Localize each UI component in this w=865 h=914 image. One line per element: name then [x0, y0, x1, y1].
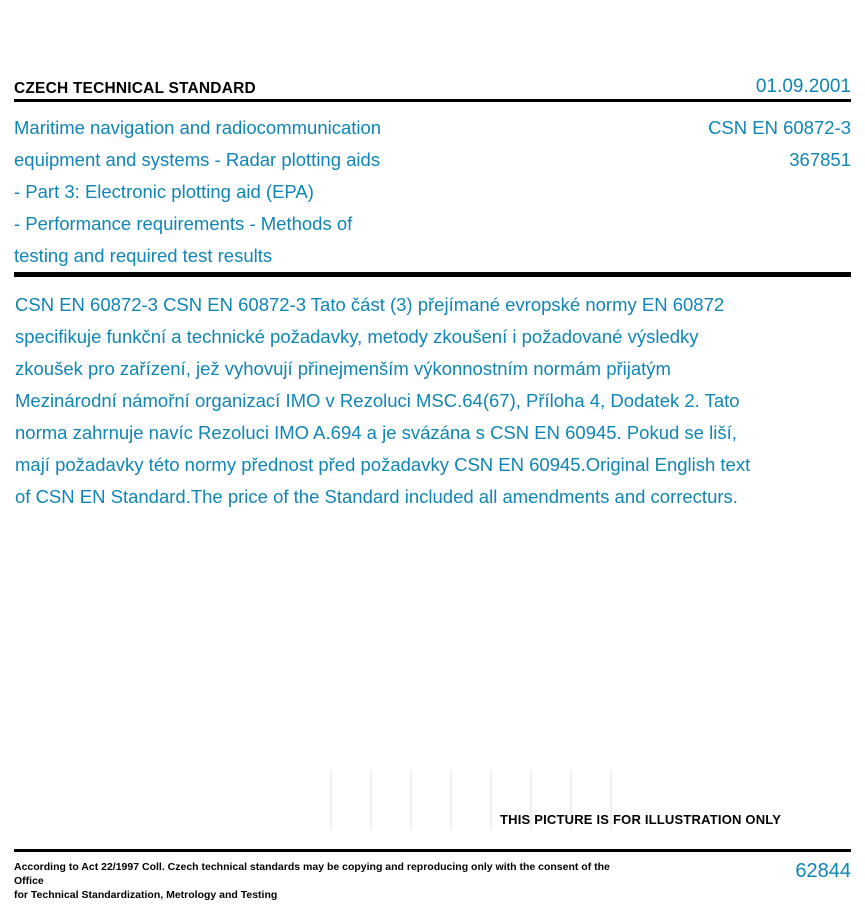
abstract-text	[15, 289, 763, 513]
publication-date: 01.09.2001	[755, 76, 851, 97]
standard-title	[14, 112, 574, 272]
copyright-note-line: According to Act 22/1997 Coll. Czech technical standards may be copying and reproducing only with the consent of the Office	[14, 861, 610, 887]
standard-title-line: - Performance requirements - Methods of	[14, 213, 353, 234]
copyright-note-line: for Technical Standardization, Metrology and Testing	[14, 889, 278, 901]
standard-title-line: - Part 3: Electronic plotting aid (EPA)	[14, 181, 314, 202]
standard-code: CSN EN 60872-3	[708, 117, 851, 138]
page-title: CZECH TECHNICAL STANDARD	[14, 79, 256, 97]
classification-number: 367851	[789, 149, 851, 170]
header-divider	[14, 99, 851, 102]
title-divider	[14, 272, 851, 277]
title-block	[14, 112, 851, 270]
document-footer	[14, 860, 851, 900]
document-number: 62844	[795, 860, 851, 882]
standard-title-line: testing and required test results	[14, 245, 273, 266]
standard-title-line: Maritime navigation and radiocommunication	[14, 117, 382, 138]
standard-identifiers	[581, 112, 851, 176]
illustration-notice: THIS PICTURE IS FOR ILLUSTRATION ONLY	[500, 812, 782, 827]
copyright-note	[14, 860, 634, 902]
standard-title-line: equipment and systems - Radar plotting aids	[14, 149, 381, 170]
abstract-paragraph: CSN EN 60872-3 CSN EN 60872-3 Tato část (3) přejímané evropské normy EN 60872 specifikuje funkční a technické požadavky, metody zkoušení i požadované výsledky zkoušek pro zařízení, jež vyhovují přinejmenším výkonnostním normám přijatým Mezinárodní námořní organizací IMO v Rezoluci MSC.64(67), Příloha 4, Dodatek 2. Tato norma zahrnuje navíc Rezoluci IMO A.694 a je svázána s CSN EN 60945. Pokud se liší, mají požadavky této normy přednost před požadavky CSN EN 60945.Original English text of CSN EN Standard.The price of the Standard included all amendments and correcturs.	[15, 294, 751, 507]
document-header	[14, 66, 851, 96]
footer-divider	[14, 849, 851, 852]
